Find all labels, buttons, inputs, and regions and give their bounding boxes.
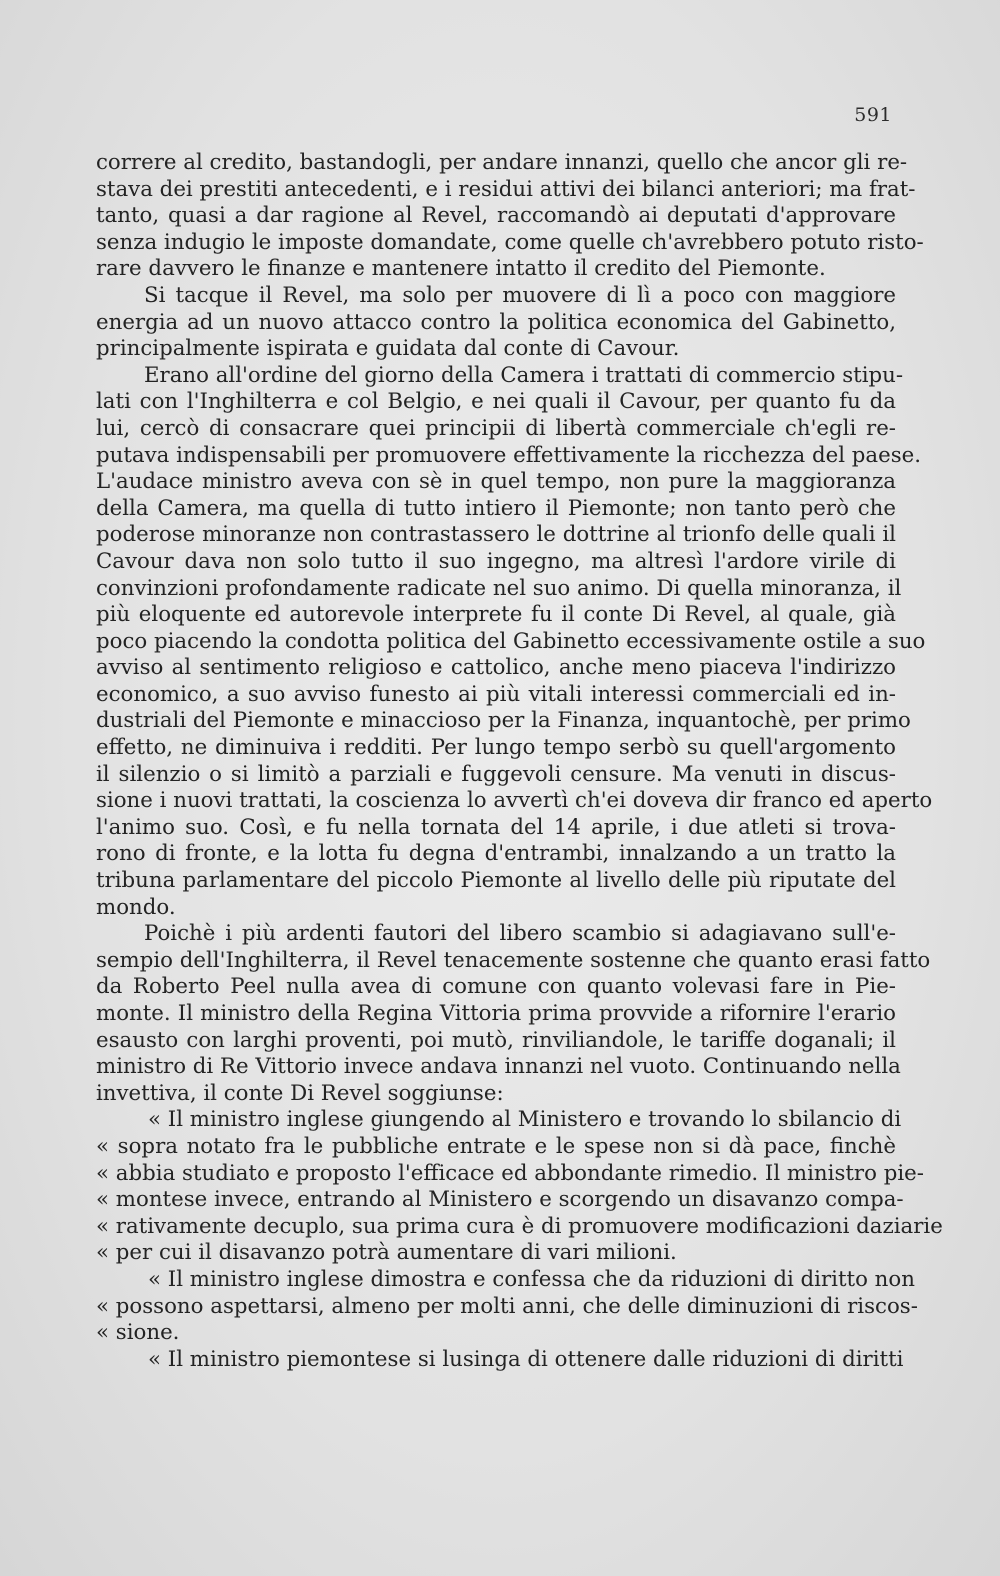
- text-line: convinzioni profondamente radicate nel suo animo. Di quella minoranza, il: [96, 575, 902, 601]
- text-line: correre al credito, bastandogli, per andare innanzi, quello che ancor gli re-: [96, 150, 908, 175]
- text-line: principalmente ispirata e guidata dal conte di Cavour.: [96, 336, 680, 362]
- text-line: putava indispensabili per promuovere effettivamente la ricchezza del paese.: [96, 442, 922, 468]
- text-line: lui, cercò di consacrare quei principii di libertà commerciale ch'egli re-: [96, 415, 896, 441]
- text-line: « rativamente decuplo, sua prima cura è di promuovere modificazioni daziarie: [96, 1213, 943, 1239]
- text-line: « Il ministro piemontese si lusinga di ottenere dalle riduzioni di diritti: [148, 1346, 904, 1372]
- text-line: tribuna parlamentare del piccolo Piemonte al livello delle più riputate del: [96, 868, 896, 894]
- text-line: l'animo suo. Così, e fu nella tornata del 14 aprile, i due atleti si trova-: [96, 814, 896, 840]
- page-number: 591: [854, 104, 892, 126]
- text-line: « Il ministro inglese dimostra e confessa che da riduzioni di diritto non: [148, 1266, 915, 1292]
- text-line: « Il ministro inglese giungendo al Ministero e trovando lo sbilancio di: [148, 1107, 902, 1133]
- text-line: economico, a suo avviso funesto ai più vitali interessi commerciali ed in-: [96, 681, 896, 707]
- text-line: più eloquente ed autorevole interprete fu il conte Di Revel, al quale, già: [96, 602, 896, 628]
- text-line: stava dei prestiti antecedenti, e i residui attivi dei bilanci anteriori; ma frat-: [96, 176, 916, 202]
- body-text: [96, 150, 943, 1373]
- text-line: rono di fronte, e la lotta fu degna d'entrambi, innalzando a un tratto la: [96, 841, 896, 867]
- text-line: Erano all'ordine del giorno della Camera i trattati di commercio stipu-: [144, 362, 904, 388]
- text-line: « possono aspettarsi, almeno per molti anni, che delle diminuzioni di riscos-: [96, 1293, 918, 1319]
- text-line: sempio dell'Inghilterra, il Revel tenacemente sostenne che quanto erasi fatto: [96, 947, 931, 973]
- text-line: Cavour dava non solo tutto il suo ingegno, ma altresì l'ardore virile di: [96, 548, 896, 574]
- text-line: tanto, quasi a dar ragione al Revel, raccomandò ai deputati d'approvare: [96, 203, 896, 229]
- text-line: Poichè i più ardenti fautori del libero scambio si adagiavano sull'e-: [144, 921, 896, 947]
- text-line: rare davvero le finanze e mantenere intatto il credito del Piemonte.: [96, 256, 826, 282]
- text-line: della Camera, ma quella di tutto intiero il Piemonte; non tanto però che: [96, 495, 896, 521]
- text-line: mondo.: [96, 894, 176, 920]
- text-line: esausto con larghi proventi, poi mutò, rinviliandole, le tariffe doganali; il: [96, 1027, 896, 1053]
- text-line: poderose minoranze non contrastassero le dottrine al trionfo delle quali il: [96, 522, 896, 548]
- text-line: « sione.: [96, 1320, 180, 1346]
- text-line: da Roberto Peel nulla avea di comune con quanto volevasi fare in Pie-: [96, 974, 896, 1000]
- text-line: dustriali del Piemonte e minaccioso per la Finanza, inquantochè, per primo: [96, 708, 911, 734]
- text-line: sione i nuovi trattati, la coscienza lo avvertì ch'ei doveva dir franco ed aperto: [96, 788, 933, 814]
- text-line: « abbia studiato e proposto l'efficace ed abbondante rimedio. Il ministro pie-: [96, 1160, 924, 1186]
- text-line: avviso al sentimento religioso e cattolico, anche meno piaceva l'indirizzo: [96, 655, 896, 681]
- text-line: poco piacendo la condotta politica del Gabinetto eccessivamente ostile a suo: [96, 628, 926, 654]
- text-line: senza indugio le imposte domandate, come quelle ch'avrebbero potuto risto-: [96, 229, 924, 255]
- text-line: lati con l'Inghilterra e col Belgio, e nei quali il Cavour, per quanto fu da: [96, 389, 896, 415]
- text-line: il silenzio o si limitò a parziali e fuggevoli censure. Ma venuti in discus-: [96, 761, 896, 787]
- text-line: invettiva, il conte Di Revel soggiunse:: [96, 1080, 504, 1106]
- text-line: effetto, ne diminuiva i redditi. Per lungo tempo serbò su quell'argomento: [96, 735, 896, 761]
- text-line: energia ad un nuovo attacco contro la politica economica del Gabinetto,: [96, 309, 896, 335]
- text-line: « sopra notato fra le pubbliche entrate e le spese non si dà pace, finchè: [96, 1133, 896, 1159]
- text-line: Si tacque il Revel, ma solo per muovere di lì a poco con maggiore: [144, 282, 896, 308]
- text-line: monte. Il ministro della Regina Vittoria prima provvide a rifornire l'erario: [96, 1001, 896, 1026]
- text-line: « montese invece, entrando al Ministero e scorgendo un disavanzo compa-: [96, 1187, 904, 1213]
- text-line: L'audace ministro aveva con sè in quel tempo, non pure la maggioranza: [96, 469, 896, 495]
- text-line: « per cui il disavanzo potrà aumentare di vari milioni.: [96, 1240, 677, 1266]
- text-line: ministro di Re Vittorio invece andava innanzi nel vuoto. Continuando nella: [96, 1054, 901, 1080]
